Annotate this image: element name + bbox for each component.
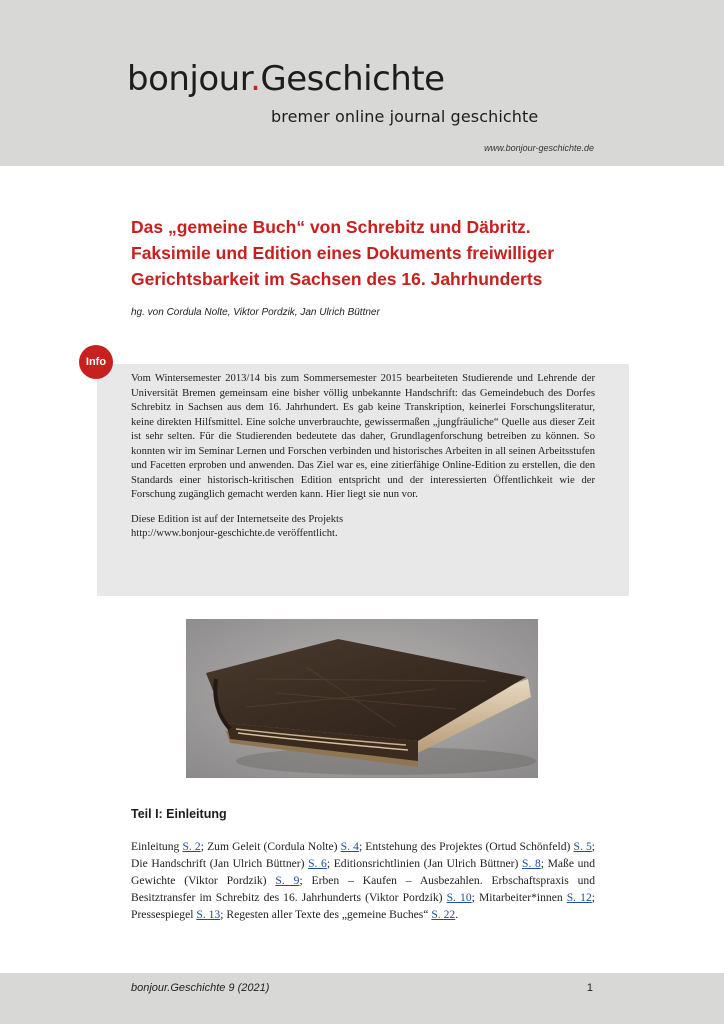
site-url-link[interactable]: www.bonjour-geschichte.de	[484, 143, 594, 153]
footer-page-number: 1	[586, 982, 593, 994]
article-editors: hg. von Cordula Nolte, Viktor Pordzik, Jan Ulrich Büttner	[131, 307, 380, 318]
page-header	[0, 0, 724, 166]
toc-text: ; Mitarbeiter*innen	[471, 891, 567, 904]
logo-text-bonjour: bonjour	[127, 59, 251, 99]
info-paragraph: Vom Wintersemester 2013/14 bis zum Sommersemester 2015 bearbeiteten Studierende und Lehrende der Universität Bremen gemeinsam eine bisher völlig unbekannte Handschrift: das Gemeindebuch des Dorfes Schrebitz in Sachsen aus dem 16. Jahrhundert. Es gab keine Transkription, keinerlei Forschungsliteratur, keine direkten Hilfsmittel. Eine solche unverbrauchte, gewissermaßen „jungfräuliche“ Quelle aus dieser Zeit ist sehr selten. Für die Studierenden bedeutete das daher, Grundlagenforschung betreiben zu können. So konnten wir im Seminar Lernen und Forschen verbinden und historisches Arbeiten in all seinen Arbeitsstufen und Facetten erproben und anwenden. Das Ziel war es, eine zitierfähige Online-Edition zu erstellen, die den Standards einer historisch-kritischen Edition entspricht und der interessierten Öffentlichkeit wie der Forschung zugänglich gemacht werden kann. Hier liegt sie nun vor.	[131, 373, 595, 500]
toc-page-link[interactable]: S. 4	[340, 840, 359, 853]
manuscript-photo	[186, 619, 538, 778]
toc-text: ; Erben – Kaufen – Ausbezahlen. Erbschaftspraxis und Besitztransfer im Schrebitz des 16. Jahrhunderts (Viktor Pordzik)	[131, 874, 596, 904]
footer-journal-citation: bonjour.Geschichte 9 (2021)	[131, 982, 270, 994]
title-line: Das „gemeine Buch“ von Schrebitz und Däbritz.	[131, 217, 531, 237]
toc-text: ; Editionsrichtlinien (Jan Ulrich Büttner)	[326, 857, 522, 870]
info-box	[97, 364, 629, 596]
toc-text: ; Pressespiegel	[131, 891, 595, 921]
toc-page-link[interactable]: S. 6	[308, 857, 327, 870]
toc-page-link[interactable]: S. 13	[196, 908, 221, 921]
logo-dot: .	[250, 59, 261, 99]
toc-end: .	[455, 908, 459, 921]
toc-text: ; Entstehung des Projektes (Ortud Schönfeld)	[358, 840, 574, 853]
section-title: Teil I: Einleitung	[131, 807, 227, 821]
toc-text: Einleitung	[131, 840, 183, 853]
page-footer	[0, 973, 724, 1024]
toc-text: ; Die Handschrift (Jan Ulrich Büttner)	[131, 840, 596, 870]
table-of-contents	[131, 838, 595, 923]
article-title	[131, 214, 601, 292]
info-note	[131, 513, 595, 542]
toc-page-link[interactable]: S. 9	[275, 874, 300, 887]
title-line: Gerichtsbarkeit im Sachsen des 16. Jahrhunderts	[131, 269, 543, 289]
journal-tagline: bremer online journal geschichte	[271, 107, 539, 126]
toc-page-link[interactable]: S. 10	[446, 891, 472, 904]
toc-page-link[interactable]: S. 22	[431, 908, 456, 921]
toc-page-link[interactable]: S. 2	[182, 840, 201, 853]
toc-text: ; Maße und Gewichte (Viktor Pordzik)	[131, 857, 595, 887]
toc-text: ; Zum Geleit (Cordula Nolte)	[200, 840, 341, 853]
toc-page-link[interactable]: S. 5	[573, 840, 592, 853]
journal-logo[interactable]	[127, 59, 445, 99]
logo-text-geschichte: Geschichte	[260, 59, 445, 99]
toc-text: ; Regesten aller Texte des „gemeine Buches“	[220, 908, 432, 921]
info-note-line: Diese Edition ist auf der Internetseite des Projekts	[131, 513, 344, 525]
toc-page-link[interactable]: S. 12	[566, 891, 592, 904]
toc-page-link[interactable]: S. 8	[522, 857, 541, 870]
info-note-url: http://www.bonjour-geschichte.de veröffentlicht.	[131, 528, 338, 539]
info-badge-icon: Info	[79, 345, 113, 379]
title-line: Faksimile und Edition eines Dokuments freiwilliger	[131, 243, 555, 263]
